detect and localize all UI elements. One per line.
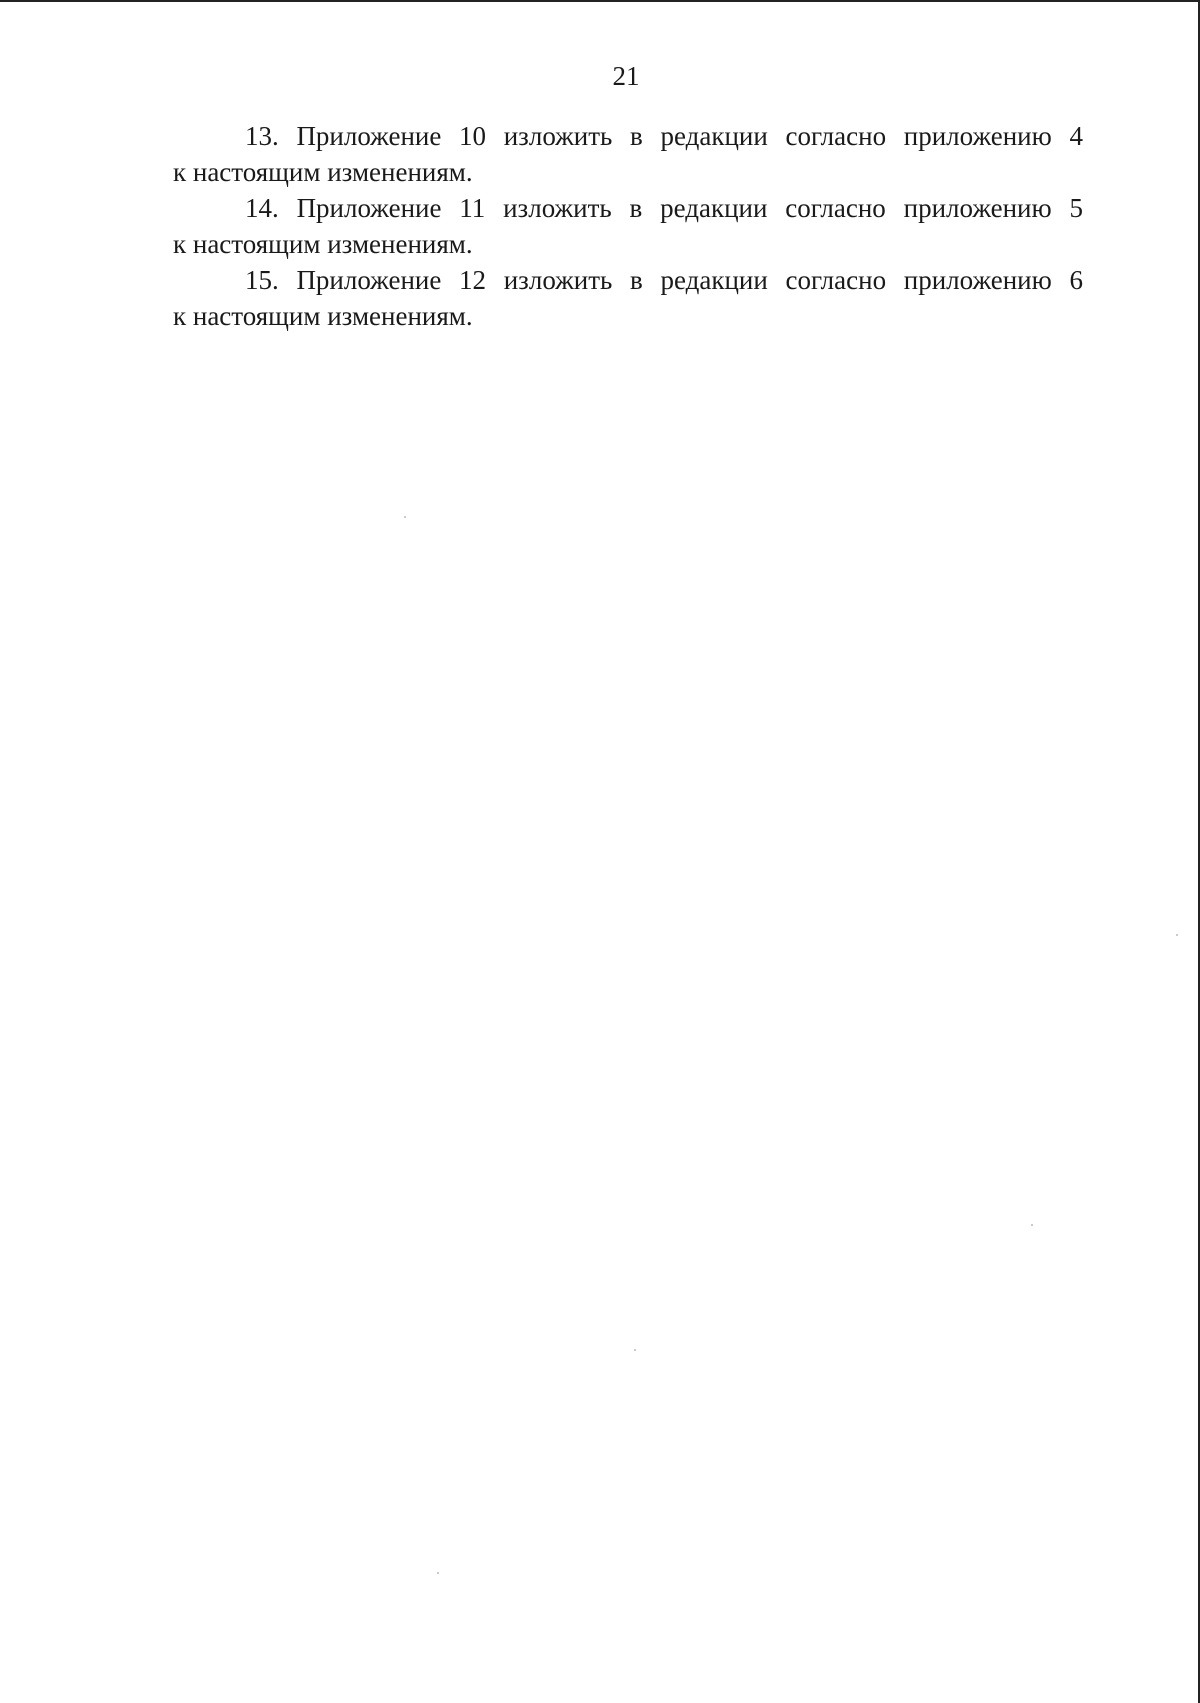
scan-speck (1176, 934, 1178, 936)
paragraph-13 (173, 118, 1083, 190)
paragraph-continuation: к настоящим изменениям. (173, 301, 473, 331)
scan-edge-top (0, 0, 1200, 2)
paragraph-continuation: к настоящим изменениям. (173, 229, 473, 259)
paragraph-first-line: 14. Приложение 11 изложить в редакции согласно приложению 5 (245, 193, 1083, 223)
paragraph-continuation: к настоящим изменениям. (173, 157, 473, 187)
scan-speck (404, 516, 406, 518)
paragraph-15 (173, 262, 1083, 334)
paragraph-first-line: 15. Приложение 12 изложить в редакции согласно приложению 6 (245, 265, 1083, 295)
scan-speck (634, 1349, 636, 1351)
document-body (173, 118, 1083, 334)
page-number: 21 (612, 61, 640, 91)
paragraph-first-line: 13. Приложение 10 изложить в редакции согласно приложению 4 (245, 121, 1083, 151)
scan-speck (437, 1572, 439, 1574)
scan-speck (1031, 1224, 1033, 1226)
paragraph-14 (173, 190, 1083, 262)
